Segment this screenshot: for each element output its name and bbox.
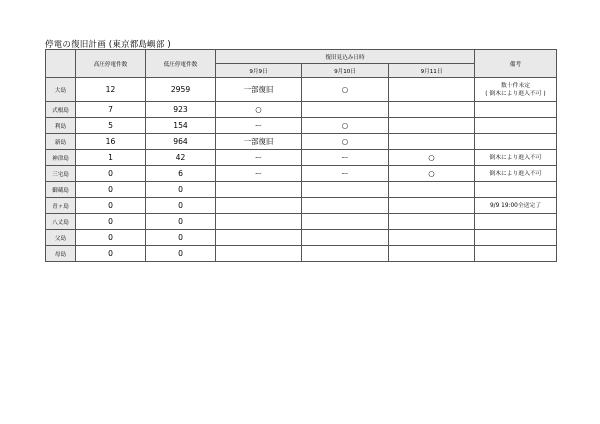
table-row (46, 230, 557, 246)
table-row (46, 118, 557, 134)
notes-cell (475, 182, 557, 198)
sep9-status-cell: ○ (216, 102, 302, 118)
island-cell: 御蔵島 (46, 182, 76, 198)
sep9-status-cell: ー (216, 118, 302, 134)
high-voltage-cell: 1 (76, 150, 146, 166)
island-cell: 青ヶ島 (46, 198, 76, 214)
sep10-status-cell (302, 102, 389, 118)
notes-cell (475, 246, 557, 262)
table-row (46, 102, 557, 118)
sep10-status-cell (302, 214, 389, 230)
notes-cell (475, 118, 557, 134)
high-voltage-cell: 5 (76, 118, 146, 134)
table-row (46, 214, 557, 230)
island-cell: 八丈島 (46, 214, 76, 230)
sep10-status-cell: ○ (302, 134, 389, 150)
sep11-status-cell (389, 246, 475, 262)
island-cell: 三宅島 (46, 166, 76, 182)
table-row (46, 134, 557, 150)
note-line: 倒木により進入不可 (489, 154, 542, 161)
note-line: ( 倒木により進入不可 ) (485, 90, 546, 97)
sep11-status-cell (389, 102, 475, 118)
low-voltage-cell: 923 (146, 102, 216, 118)
table-row (46, 166, 557, 182)
table-row (46, 246, 557, 262)
sep10-status-cell (302, 246, 389, 262)
low-voltage-header: 低圧停電件数 (146, 50, 216, 78)
high-voltage-cell: 7 (76, 102, 146, 118)
sep11-status-cell (389, 198, 475, 214)
island-cell: 神津島 (46, 150, 76, 166)
low-voltage-cell: 0 (146, 230, 216, 246)
sep9-status-cell (216, 198, 302, 214)
island-cell: 父島 (46, 230, 76, 246)
low-voltage-cell: 0 (146, 214, 216, 230)
note-line: 9/9 19:00全送完了 (489, 202, 542, 209)
island-cell: 大島 (46, 78, 76, 102)
restoration-header: 復旧見込み日時 (216, 50, 475, 64)
high-voltage-cell: 0 (76, 166, 146, 182)
sep10-status-cell: ー (302, 150, 389, 166)
notes-cell (475, 198, 557, 214)
high-voltage-cell: 12 (76, 78, 146, 102)
sep9-status-cell (216, 246, 302, 262)
island-cell: 式根島 (46, 102, 76, 118)
sep9-status-cell: ー (216, 150, 302, 166)
table-row (46, 150, 557, 166)
table-row (46, 78, 557, 102)
note-line: 数十件未定 (501, 82, 530, 89)
sep9-status-cell (216, 230, 302, 246)
sep11-status-cell (389, 214, 475, 230)
high-voltage-cell: 0 (76, 198, 146, 214)
high-voltage-cell: 0 (76, 182, 146, 198)
notes-cell (475, 78, 557, 102)
low-voltage-cell: 964 (146, 134, 216, 150)
sep11-status-cell: ○ (389, 150, 475, 166)
sep11-status-cell (389, 118, 475, 134)
high-voltage-cell: 0 (76, 246, 146, 262)
sep9-status-cell (216, 214, 302, 230)
sep10-status-cell (302, 198, 389, 214)
table-row (46, 198, 557, 214)
high-voltage-cell: 16 (76, 134, 146, 150)
table-row (46, 182, 557, 198)
sep10-status-cell (302, 182, 389, 198)
notes-cell (475, 166, 557, 182)
date-header-sep11: 9月11日 (389, 64, 475, 78)
table-body (46, 78, 557, 262)
sep10-status-cell (302, 230, 389, 246)
island-cell: 新島 (46, 134, 76, 150)
sep11-status-cell (389, 78, 475, 102)
low-voltage-cell: 0 (146, 182, 216, 198)
notes-cell (475, 102, 557, 118)
sep10-status-cell: ー (302, 166, 389, 182)
sep11-status-cell (389, 230, 475, 246)
island-cell: 利島 (46, 118, 76, 134)
low-voltage-cell: 6 (146, 166, 216, 182)
low-voltage-cell: 0 (146, 246, 216, 262)
sep10-status-cell: ○ (302, 118, 389, 134)
date-header-sep9: 9月9日 (216, 64, 302, 78)
high-voltage-cell: 0 (76, 214, 146, 230)
restoration-table (45, 49, 557, 262)
sep9-status-cell: 一部復旧 (216, 134, 302, 150)
sep11-status-cell (389, 182, 475, 198)
sep10-status-cell: ○ (302, 78, 389, 102)
note-line: 倒木により進入不可 (489, 170, 542, 177)
low-voltage-cell: 154 (146, 118, 216, 134)
sep11-status-cell (389, 134, 475, 150)
notes-header: 備考 (475, 50, 557, 78)
low-voltage-cell: 2959 (146, 78, 216, 102)
notes-cell (475, 214, 557, 230)
low-voltage-cell: 42 (146, 150, 216, 166)
sep9-status-cell: 一部復旧 (216, 78, 302, 102)
island-cell: 母島 (46, 246, 76, 262)
island-header (46, 50, 76, 78)
date-header-sep10: 9月10日 (302, 64, 389, 78)
high-voltage-cell: 0 (76, 230, 146, 246)
page-title: 停電の復旧計画 (東京都島嶼部 ) (45, 40, 171, 50)
high-voltage-header: 高圧停電件数 (76, 50, 146, 78)
low-voltage-cell: 0 (146, 198, 216, 214)
sep9-status-cell (216, 182, 302, 198)
notes-cell (475, 150, 557, 166)
sep9-status-cell: ー (216, 166, 302, 182)
sep11-status-cell: ○ (389, 166, 475, 182)
notes-cell (475, 230, 557, 246)
notes-cell (475, 134, 557, 150)
